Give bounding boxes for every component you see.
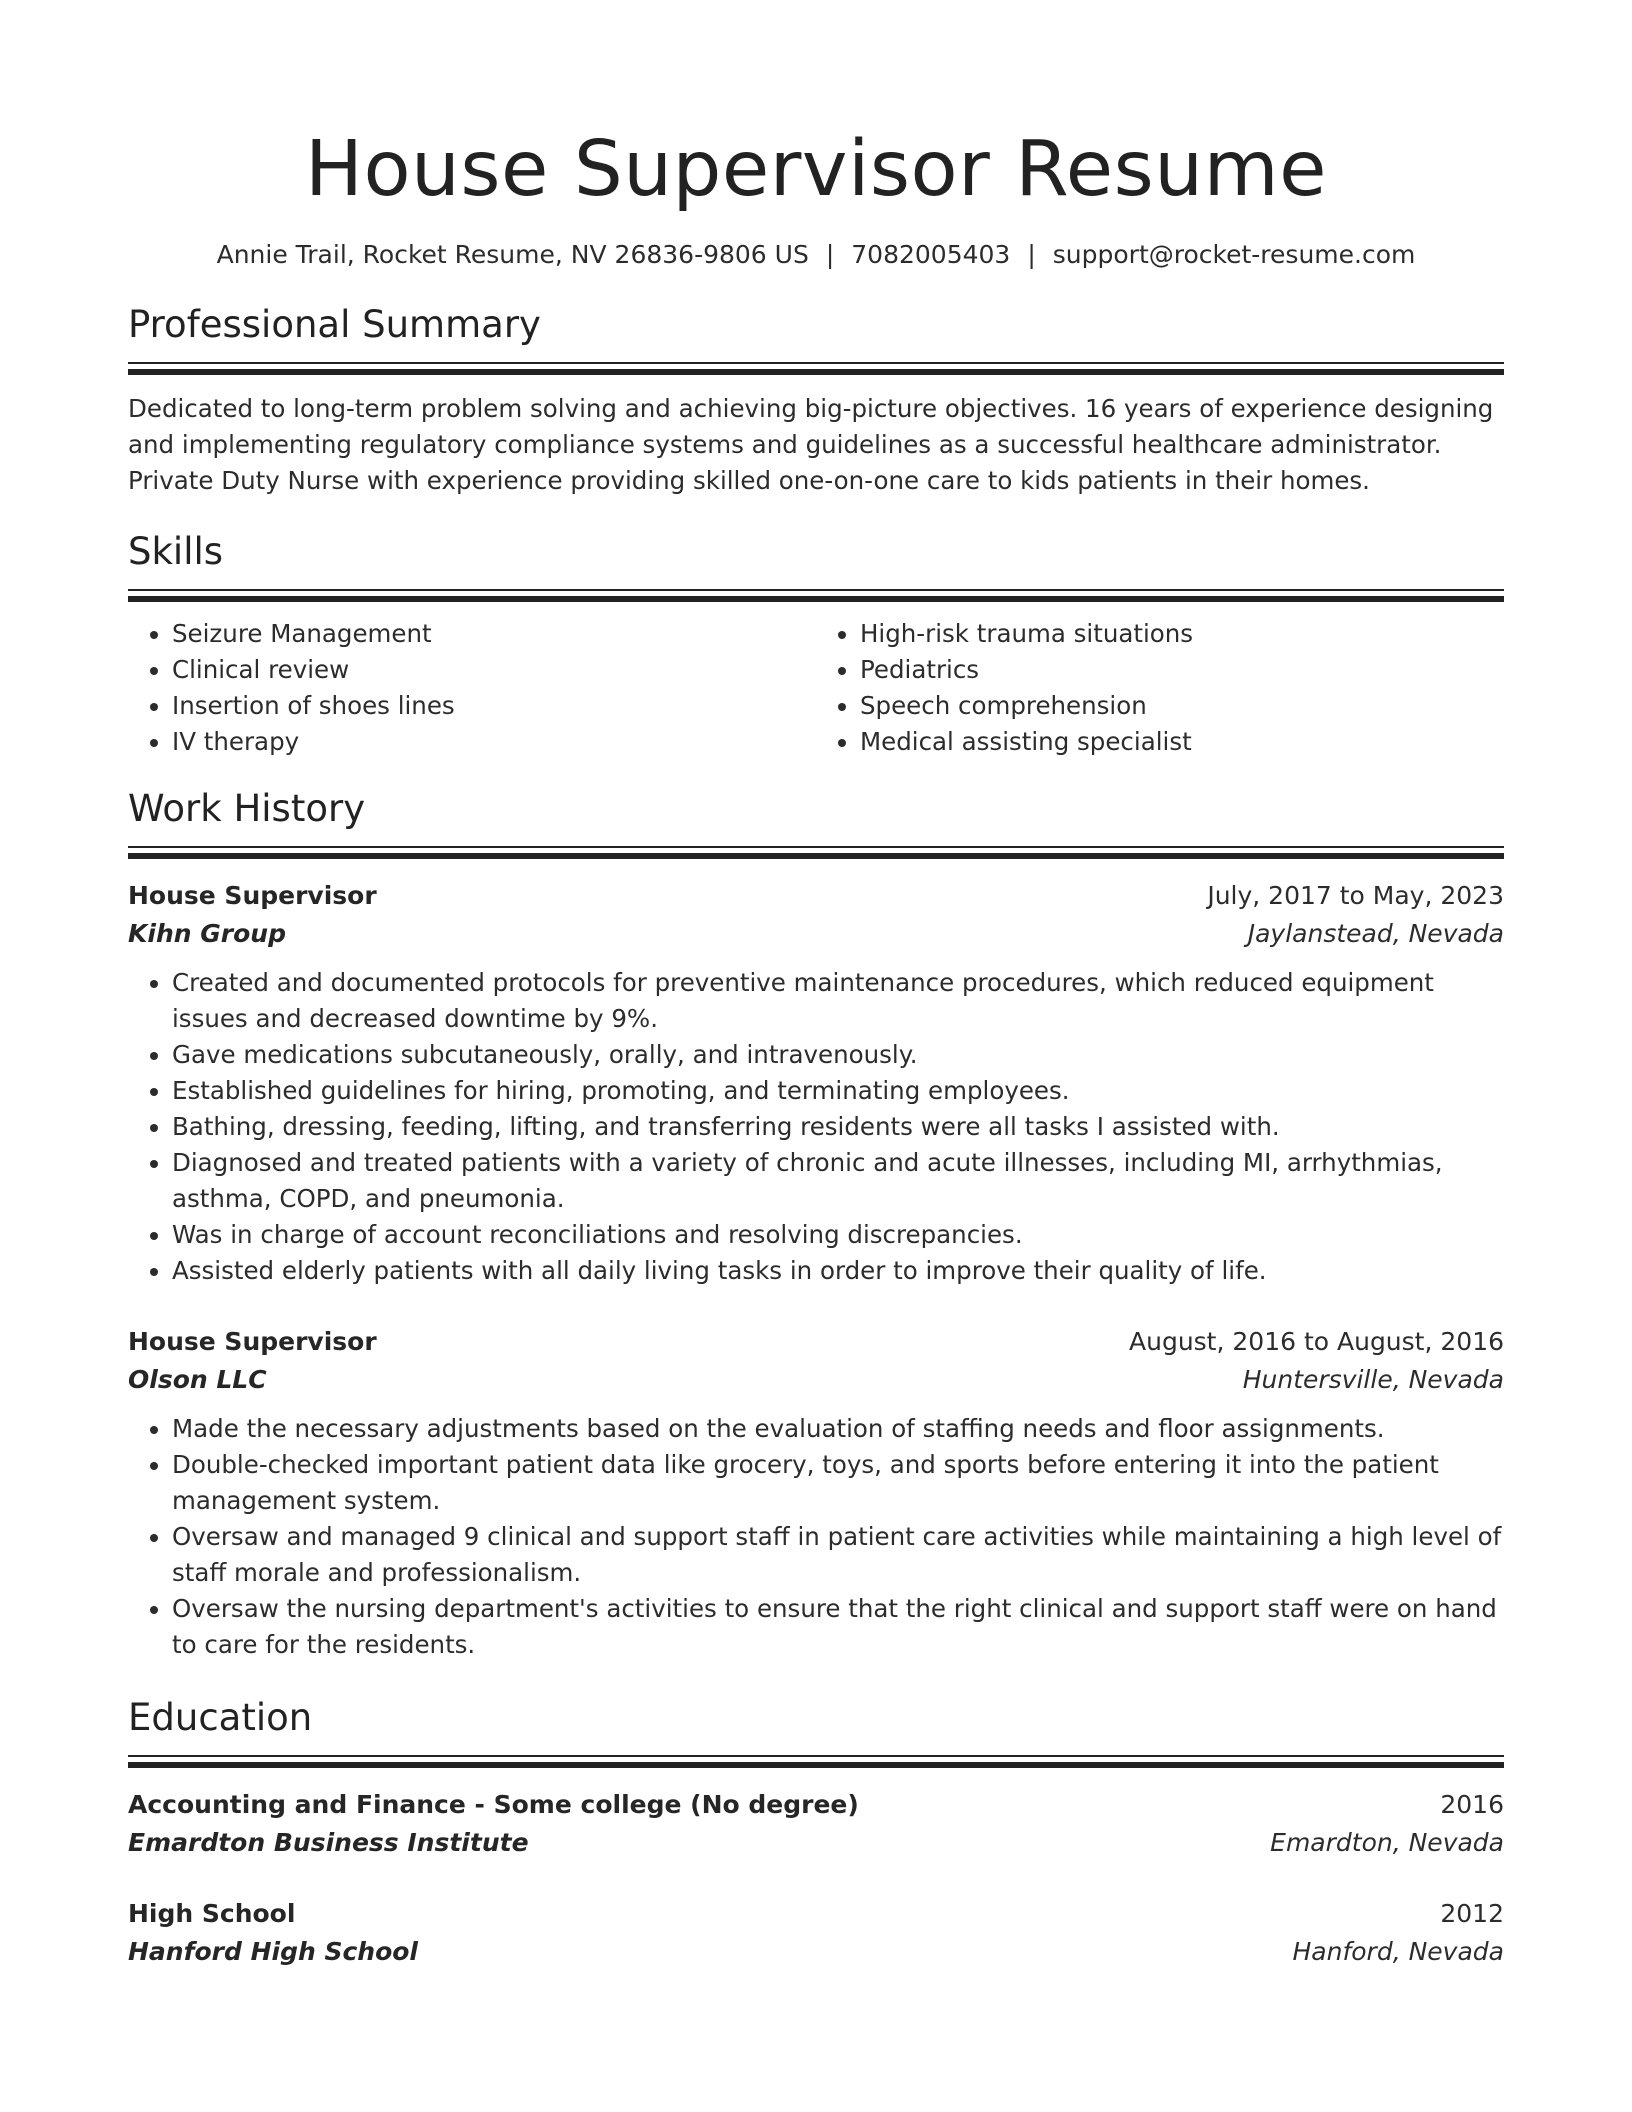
job-dates: August, 2016 to August, 2016 — [1129, 1327, 1504, 1356]
duty-item: • Diagnosed and treated patients with a variety of chronic and acute illnesses, including MI, arrhythmias, asthma, COPD, and pneumonia. — [172, 1145, 1504, 1217]
work-heading: Work History — [128, 787, 366, 830]
skill-item: • IV therapy — [172, 724, 816, 760]
section-divider — [128, 853, 1504, 859]
duty-item: • Created and documented protocols for preventive maintenance procedures, which reduced equipment issues and decreased downtime by 9%. — [172, 965, 1504, 1037]
duty-item: • Assisted elderly patients with all daily living tasks in order to improve their quality of life. — [172, 1253, 1504, 1289]
duty-item: • Oversaw the nursing department's activities to ensure that the right clinical and support staff were on hand to care for the residents. — [172, 1591, 1504, 1663]
job-location: Huntersville, Nevada — [1242, 1365, 1504, 1394]
section-divider — [128, 1755, 1504, 1757]
skills-heading: Skills — [128, 530, 224, 573]
section-divider — [128, 1762, 1504, 1768]
page-title: House Supervisor Resume — [305, 125, 1327, 214]
section-divider — [128, 596, 1504, 602]
skill-item: • Speech comprehension — [860, 688, 1504, 724]
skill-item: • Medical assisting specialist — [860, 724, 1504, 760]
skills-list — [128, 616, 1504, 760]
job-title: House Supervisor — [128, 881, 377, 910]
duty-item: • Bathing, dressing, feeding, lifting, and transferring residents were all tasks I assisted with. — [172, 1109, 1504, 1145]
duty-item: • Double-checked important patient data like grocery, toys, and sports before entering it into the patient management system. — [172, 1447, 1504, 1519]
job-entry — [128, 877, 1504, 1289]
section-divider — [128, 362, 1504, 364]
education-entry — [128, 1786, 1504, 1862]
contact-address: Annie Trail, Rocket Resume, NV 26836-9806 US — [216, 240, 809, 269]
skills-column-left — [128, 616, 816, 760]
contact-line — [128, 238, 1504, 272]
education-heading: Education — [128, 1696, 313, 1739]
section-divider — [128, 369, 1504, 375]
job-location: Jaylanstead, Nevada — [1247, 919, 1504, 948]
contact-separator: | — [1027, 240, 1036, 269]
job-entry — [128, 1323, 1504, 1663]
summary-text: Dedicated to long-term problem solving and achieving big-picture objectives. 16 years of experience designing and implementing regulatory compliance systems and guidelines as a successful healthcare administrator. Private Duty Nurse with experience providing skilled one-on-one care to kids patients in their homes. — [128, 394, 1494, 495]
job-company: Kihn Group — [128, 919, 286, 948]
skill-item: • Insertion of shoes lines — [172, 688, 816, 724]
duty-item: • Made the necessary adjustments based on the evaluation of staffing needs and floor assignments. — [172, 1411, 1504, 1447]
education-year: 2016 — [1440, 1790, 1504, 1819]
contact-phone: 7082005403 — [851, 240, 1011, 269]
skill-item: • Seizure Management — [172, 616, 816, 652]
job-company: Olson LLC — [128, 1365, 267, 1394]
job-dates: July, 2017 to May, 2023 — [1207, 881, 1504, 910]
skill-item: • Clinical review — [172, 652, 816, 688]
job-duties — [128, 965, 1504, 1289]
duty-item: • Was in charge of account reconciliations and resolving discrepancies. — [172, 1217, 1504, 1253]
education-degree: Accounting and Finance - Some college (No degree) — [128, 1790, 859, 1819]
section-divider — [128, 589, 1504, 591]
education-location: Hanford, Nevada — [1292, 1937, 1504, 1966]
skills-column-right — [816, 616, 1504, 760]
skill-item: • Pediatrics — [860, 652, 1504, 688]
education-entry — [128, 1895, 1504, 1971]
job-duties — [128, 1411, 1504, 1663]
job-title: House Supervisor — [128, 1327, 377, 1356]
duty-item: • Oversaw and managed 9 clinical and support staff in patient care activities while maintaining a high level of staff morale and professionalism. — [172, 1519, 1504, 1591]
education-degree: High School — [128, 1899, 296, 1928]
section-divider — [128, 846, 1504, 848]
contact-email: support@rocket-resume.com — [1052, 240, 1416, 269]
duty-item: • Gave medications subcutaneously, orally, and intravenously. — [172, 1037, 1504, 1073]
summary-heading: Professional Summary — [128, 303, 541, 346]
education-year: 2012 — [1440, 1899, 1504, 1928]
education-school: Emardton Business Institute — [128, 1828, 529, 1857]
education-location: Emardton, Nevada — [1270, 1828, 1504, 1857]
contact-separator: | — [825, 240, 835, 269]
duty-item: • Established guidelines for hiring, promoting, and terminating employees. — [172, 1073, 1504, 1109]
skill-item: • High-risk trauma situations — [860, 616, 1504, 652]
education-school: Hanford High School — [128, 1937, 419, 1966]
